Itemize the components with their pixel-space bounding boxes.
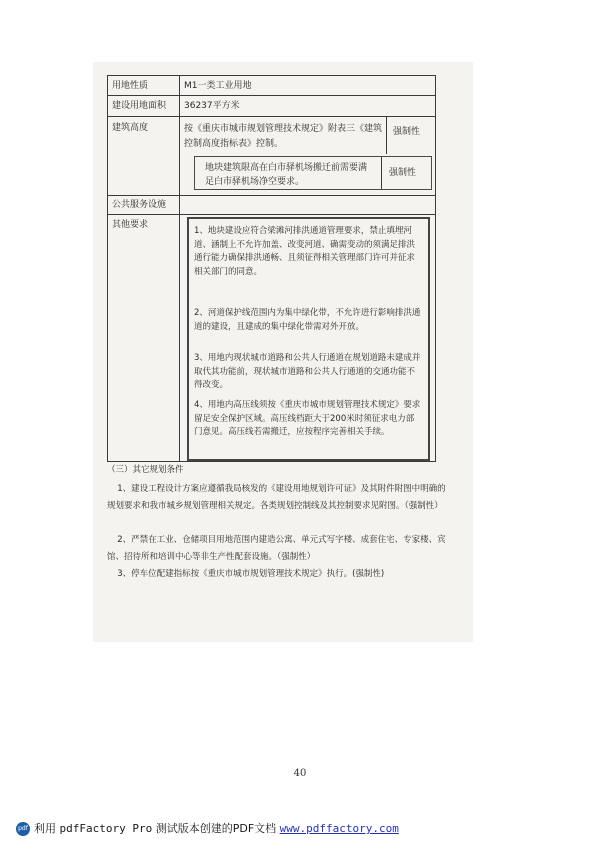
row-value-building-height: 按《重庆市城市规划管理技术规定》附表三《建筑控制高度指标表》控制。: [184, 124, 383, 149]
row-divider: [108, 195, 435, 196]
row-divider: [108, 95, 435, 96]
pdf-footer: [16, 820, 399, 836]
row-label-building-height: 建筑高度: [112, 123, 149, 133]
row-label-public-facilities: 公共服务设施: [112, 200, 167, 210]
column-divider: [381, 157, 382, 189]
section-title: （三）其它规划条件: [107, 465, 184, 475]
row-value-land-use: M1一类工业用地: [184, 81, 252, 91]
row-value-site-area: 36237平方米: [184, 101, 240, 111]
page-number: 40: [293, 768, 307, 779]
mandatory-badge: 强制性: [393, 127, 421, 137]
footer-prefix: 利用: [34, 822, 60, 835]
footer-middle-text: 测试版本创建的PDF文档: [152, 822, 280, 835]
pdf-icon: pdf: [16, 822, 30, 836]
row-label-other-requirements: 其他要求: [112, 220, 149, 230]
requirement-item: 4、用地内高压线须按《重庆市城市规划管理技术规定》要求留足安全保护区域。高压线档距大于200米时须征求电力部门意见。高压线若需搬迁，应按程序完善相关手续。: [194, 400, 421, 437]
planning-conditions-table: [107, 75, 436, 462]
footer-link[interactable]: www.pdffactory.com: [279, 822, 399, 835]
requirement-item: 1、地块建设应符合梁滩河排洪通道管理要求，禁止填埋河道、涵制上不允许加盖、改变河道、确需变动的须满足排洪通行能力确保排洪通畅、且须征得相关管理部门许可并征求相关部门的同意。: [194, 226, 416, 277]
row-label-land-use: 用地性质: [112, 81, 149, 91]
row-label-site-area: 建设用地面积: [112, 101, 167, 111]
requirement-item: 3、用地内现状城市道路和公共人行通道在规划道路未建成并取代其功能前，现状城市道路和公共人行通道的交通功能不得改变。: [194, 353, 421, 390]
airport-height-box: [194, 156, 432, 190]
other-requirements-box: [187, 217, 430, 461]
mandatory-badge: 强制性: [389, 168, 417, 178]
section-item: 3、停车位配建指标按《重庆市城市规划管理技术规定》执行。(强制性): [117, 569, 385, 579]
column-divider: [386, 117, 387, 154]
column-divider: [179, 76, 180, 461]
requirement-item: 2、河道保护线范围内为集中绿化带，不允许进行影响排洪通道的建设，且建成的集中绿化带需对外开放。: [194, 308, 421, 332]
row-divider: [108, 214, 435, 215]
section-item: 1、建设工程设计方案应遵循我局核发的《建设用地规划许可证》及其附件附图中明确的规划要求和我市城乡规划管理相关规定。各类规划控制线及其控制要求见附图。（强制性）: [107, 484, 446, 511]
footer-app-name: pdfFactory Pro: [59, 822, 153, 835]
airport-height-text: 地块建筑限高在白市驿机场搬迁前需要满足白市驿机场净空要求。: [205, 163, 368, 187]
section-item: 2、严禁在工业、仓储项目用地范围内建造公寓、单元式写字楼、成套住宅、专家楼、宾馆、招待所和培训中心等非生产性配套设施。（强制性）: [107, 535, 446, 562]
